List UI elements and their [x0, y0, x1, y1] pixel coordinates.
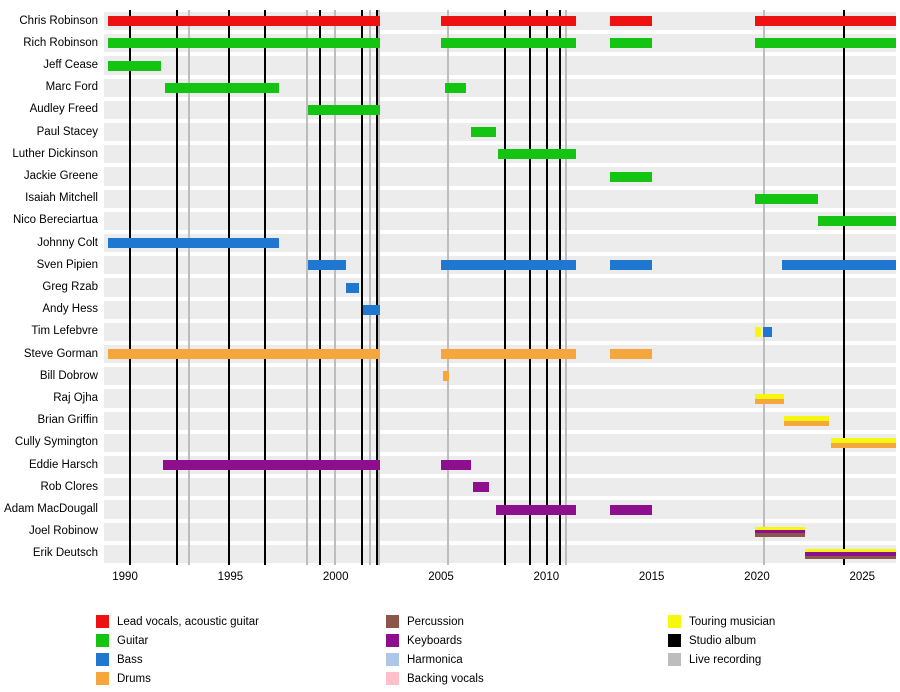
timeline-bar: [755, 38, 896, 48]
timeline-bar: [755, 399, 784, 404]
timeline-bar: [498, 149, 576, 159]
row-background: [104, 323, 896, 341]
timeline-bar: [755, 533, 806, 536]
timeline-bar: [610, 16, 652, 26]
chart-legend: [0, 606, 900, 692]
timeline-bar: [784, 421, 828, 426]
member-row-label: Luther Dickinson: [12, 147, 98, 160]
studio-album-line: [529, 10, 531, 565]
legend-harmonica: [386, 650, 484, 669]
timeline-bar: [108, 61, 161, 71]
member-row-label: Brian Griffin: [37, 414, 98, 427]
legend-column: [386, 612, 484, 688]
timeline-bar: [441, 460, 470, 470]
timeline-bar: [782, 260, 896, 270]
timeline-bar: [108, 16, 380, 26]
legend-swatch-icon: [668, 615, 681, 628]
legend-label: Live recording: [689, 653, 762, 666]
timeline-bar: [610, 349, 652, 359]
legend-swatch-icon: [386, 672, 399, 685]
timeline-bar: [610, 505, 652, 515]
row-background: [104, 545, 896, 563]
legend-swatch-icon: [386, 634, 399, 647]
row-background: [104, 123, 896, 141]
timeline-bar: [471, 127, 496, 137]
member-row-label: Raj Ojha: [53, 392, 98, 404]
member-row-label: Bill Dobrow: [39, 369, 98, 382]
member-row-label: Andy Hess: [42, 303, 98, 316]
legend-swatch-icon: [386, 653, 399, 666]
timeline-bar: [108, 238, 279, 248]
studio-album-line: [319, 10, 321, 565]
legend-swatch-icon: [96, 672, 109, 685]
studio-album-line: [228, 10, 230, 565]
live-recording-line: [369, 10, 371, 565]
legend-percussion: [386, 612, 484, 631]
studio-album-line: [559, 10, 561, 565]
member-row-label: Chris Robinson: [19, 14, 98, 27]
timeline-bar: [831, 443, 896, 448]
member-row-label: Jeff Cease: [43, 59, 98, 71]
timeline-bar: [165, 83, 279, 93]
member-row-label: Greg Rzab: [42, 281, 98, 293]
x-axis-tick-label: 2020: [744, 571, 770, 583]
timeline-bar: [163, 460, 380, 470]
x-axis-tick-label: 2000: [322, 571, 349, 583]
legend-swatch-icon: [96, 634, 109, 647]
legend-label: Bass: [117, 653, 143, 666]
live-recording-line: [334, 10, 336, 565]
member-row-label: Eddie Harsch: [28, 458, 98, 471]
timeline-bar: [308, 260, 346, 270]
timeline-bar: [610, 172, 652, 182]
studio-album-line: [546, 10, 548, 565]
legend-touring-musician: [668, 612, 775, 631]
row-background: [104, 167, 896, 185]
live-recording-line: [378, 10, 380, 565]
timeline-bar: [755, 16, 896, 26]
legend-swatch-icon: [96, 653, 109, 666]
timeline-bar: [363, 305, 380, 315]
timeline-bar: [755, 194, 818, 204]
legend-guitar: [96, 631, 259, 650]
x-axis-tick-label: 2010: [533, 571, 560, 583]
legend-swatch-icon: [668, 634, 681, 647]
x-axis-tick-label: 2005: [428, 571, 454, 583]
timeline-bar: [473, 482, 490, 492]
legend-label: Lead vocals, acoustic guitar: [117, 615, 259, 628]
legend-label: Drums: [117, 672, 151, 685]
live-recording-line: [447, 10, 449, 565]
timeline-bar: [441, 16, 576, 26]
row-background: [104, 478, 896, 496]
legend-bass: [96, 650, 259, 669]
member-row-label: Erik Deutsch: [32, 547, 98, 560]
legend-label: Keyboards: [407, 634, 462, 647]
member-row-label: Rich Robinson: [23, 36, 98, 49]
studio-album-line: [843, 10, 845, 565]
row-background: [104, 56, 896, 74]
member-row-label: Nico Bereciartua: [12, 214, 98, 227]
member-row-label: Johnny Colt: [37, 236, 98, 249]
member-row-label: Adam MacDougall: [4, 503, 98, 515]
legend-swatch-icon: [96, 615, 109, 628]
legend-label: Harmonica: [407, 653, 463, 666]
timeline-bar: [308, 105, 380, 115]
studio-album-line: [504, 10, 506, 565]
legend-label: Percussion: [407, 615, 464, 628]
legend-backing-vocals: [386, 669, 484, 688]
live-recording-line: [306, 10, 308, 565]
timeline-bar: [108, 349, 380, 359]
studio-album-line: [176, 10, 178, 565]
timeline-bar: [755, 327, 761, 337]
timeline-bar: [108, 38, 380, 48]
legend-label: Touring musician: [689, 615, 776, 628]
studio-album-line: [361, 10, 363, 565]
studio-album-line: [376, 10, 378, 565]
live-recording-line: [763, 10, 765, 565]
row-background: [104, 212, 896, 230]
member-row-label: Tim Lefebvre: [31, 325, 98, 338]
legend-keyboards: [386, 631, 484, 650]
member-row-label: Jackie Greene: [23, 170, 98, 182]
x-axis-tick-label: 1990: [112, 571, 138, 583]
x-axis-tick-label: 1995: [217, 571, 244, 583]
legend-label: Guitar: [117, 634, 149, 647]
timeline-bar: [610, 38, 652, 48]
x-axis-tick-label: 2025: [849, 571, 876, 583]
member-row-label: Steve Gorman: [23, 347, 98, 360]
timeline-bar: [445, 83, 466, 93]
plot-area: [104, 10, 896, 565]
timeline-bar: [441, 349, 576, 359]
legend-lead-vocals: [96, 612, 259, 631]
member-row-label: Audley Freed: [29, 103, 98, 116]
member-row-label: Marc Ford: [45, 81, 98, 94]
timeline-bar: [763, 327, 771, 337]
studio-album-line: [264, 10, 266, 565]
row-background: [104, 101, 896, 119]
member-row-label: Isaiah Mitchell: [25, 192, 98, 205]
legend-swatch-icon: [668, 653, 681, 666]
timeline-bar: [610, 260, 652, 270]
x-axis-tick-label: 2015: [638, 571, 665, 583]
timeline-bar: [496, 505, 576, 515]
timeline-bar: [443, 371, 449, 381]
member-row-label: Joel Robinow: [28, 525, 98, 538]
row-background: [104, 412, 896, 430]
legend-label: Studio album: [689, 634, 757, 647]
row-background: [104, 434, 896, 452]
row-background: [104, 301, 896, 319]
member-row-label: Paul Stacey: [36, 125, 98, 138]
legend-column: [96, 612, 259, 688]
timeline-bar: [818, 216, 896, 226]
member-row-label: Rob Clores: [40, 480, 98, 493]
timeline-bar: [805, 556, 896, 559]
studio-album-line: [129, 10, 131, 565]
row-background: [104, 367, 896, 385]
legend-drums: [96, 669, 259, 688]
timeline-bar: [441, 260, 576, 270]
legend-swatch-icon: [386, 615, 399, 628]
member-row-label: Sven Pipien: [36, 258, 98, 271]
legend-live-recording: [668, 650, 775, 669]
row-background: [104, 278, 896, 296]
member-row-label: Cully Symington: [14, 436, 98, 449]
legend-label: Backing vocals: [407, 672, 484, 685]
live-recording-line: [565, 10, 567, 565]
live-recording-line: [188, 10, 190, 565]
legend-column: [668, 612, 775, 669]
timeline-bar: [346, 283, 359, 293]
legend-studio-album: [668, 631, 775, 650]
timeline-bar: [441, 38, 576, 48]
